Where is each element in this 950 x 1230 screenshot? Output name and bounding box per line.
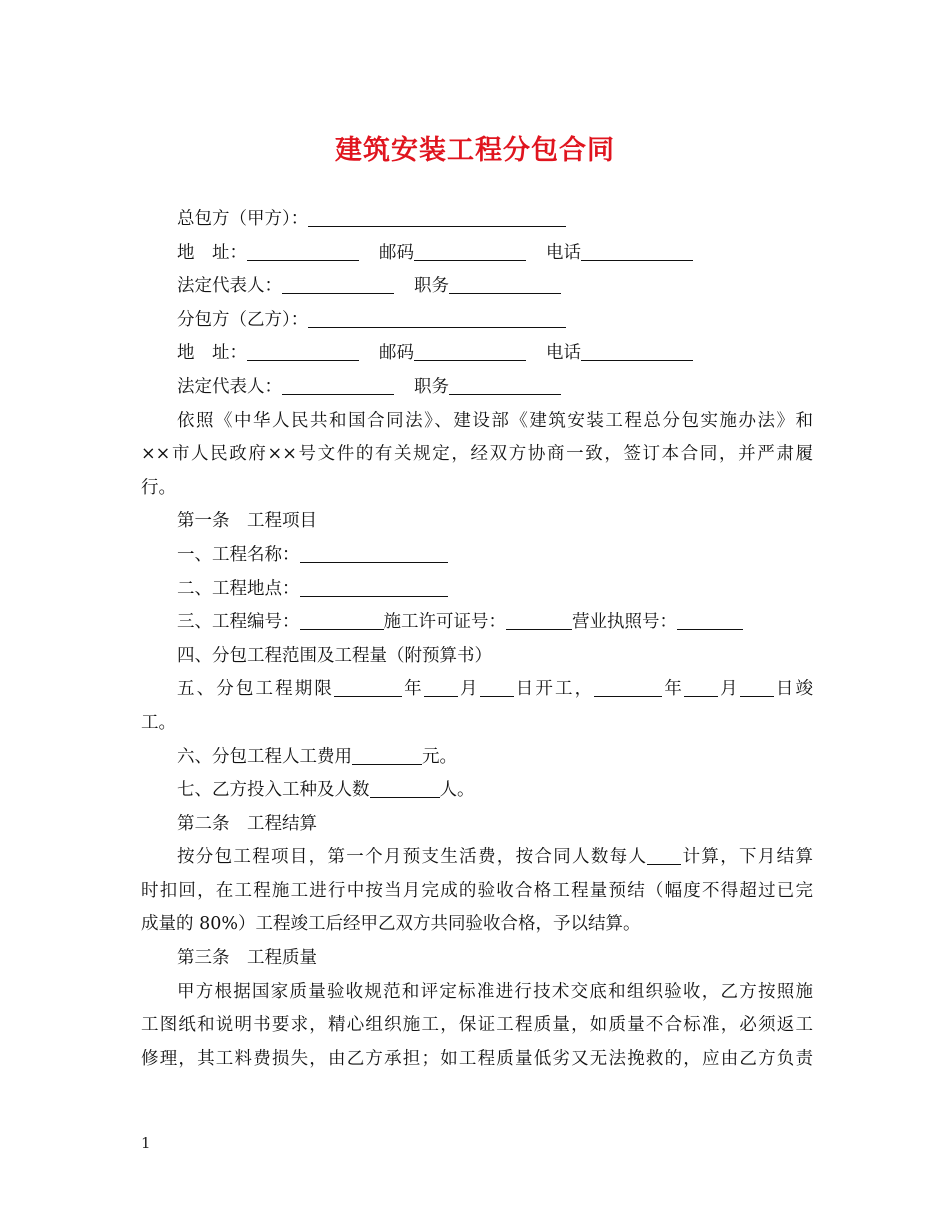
start-month-label: 月 [457, 679, 480, 700]
article-2-line-1-a: 按分包工程项目，第一个月预支生活费，按合同人数每人 [177, 847, 648, 868]
permit-number-blank [506, 609, 572, 630]
labor-cost-blank [352, 744, 422, 765]
article-1-item-5-cont: 工。 [141, 712, 176, 733]
party-b-address-line [141, 337, 813, 371]
document-body [141, 203, 813, 1076]
party-b-address-blank [247, 340, 359, 361]
document-title: 建筑安装工程分包合同 [335, 135, 615, 166]
party-a-name-label: 总包方（甲方）： [177, 209, 309, 229]
party-a-postcode-label: 邮码 [379, 242, 414, 263]
item-5-label: 五、分包工程期限 [177, 679, 335, 700]
article-1-item-1 [141, 539, 813, 573]
party-a-phone-blank [581, 240, 693, 261]
party-a-address-blank [247, 240, 359, 261]
end-year-label: 年 [662, 679, 684, 700]
preamble-line-2: ××市人民政府××号文件的有关规定，经双方协商一致，签订本合同，并严肃履 [141, 444, 813, 465]
project-name-blank [300, 542, 448, 563]
start-day-blank [480, 676, 514, 697]
end-month-label: 月 [718, 679, 740, 700]
party-a-rep-blank [282, 273, 394, 294]
item-2-label: 二、工程地点： [177, 578, 300, 599]
license-number-blank [677, 609, 743, 630]
permit-label: 施工许可证号： [383, 612, 506, 633]
page-number: 1 [141, 1134, 151, 1152]
party-b-rep-line [141, 371, 813, 405]
party-b-rep-blank [282, 374, 394, 395]
item-7-unit: 人。 [439, 780, 475, 801]
article-3-line-1: 甲方根据国家质量验收规范和评定标准进行技术交底和组织验收，乙方按照施 [177, 981, 813, 1002]
end-month-blank [684, 676, 718, 697]
end-year-blank [594, 676, 662, 697]
party-a-postcode-blank [414, 240, 526, 261]
article-3-line-3: 修理，其工料费损失，由乙方承担；如工程质量低劣又无法挽救的，应由乙方负责 [141, 1048, 813, 1069]
article-2-line-2: 时扣回，在工程施工进行中按当月完成的验收合格工程量预结（幅度不得超过已完 [141, 880, 813, 901]
end-label: 日竣 [773, 679, 813, 700]
article-2-line-1-b: 计算，下月结算 [681, 847, 813, 868]
article-1-item-5 [141, 673, 813, 707]
party-a-name-line [141, 203, 813, 237]
party-a-rep-line [141, 270, 813, 304]
party-b-rep-label: 法定代表人： [177, 376, 282, 397]
article-1-item-3 [141, 606, 813, 640]
party-a-phone-label: 电话 [546, 242, 581, 263]
party-b-name-blank [308, 307, 566, 328]
start-year-blank [334, 676, 402, 697]
license-label: 营业执照号： [572, 612, 677, 633]
item-6-unit: 元。 [422, 746, 457, 767]
article-1-heading: 第一条 工程项目 [177, 511, 317, 532]
preamble-line-1: 依照《中华人民共和国合同法》、建设部《建筑安装工程总分包实施办法》和 [177, 410, 813, 431]
party-b-position-label: 职务 [414, 376, 449, 397]
item-6-label: 六、分包工程人工费用 [177, 746, 352, 767]
article-1-item-6 [141, 741, 813, 775]
item-1-label: 一、工程名称： [177, 544, 300, 565]
article-2-heading: 第二条 工程结算 [177, 813, 317, 834]
worker-count-blank [370, 777, 440, 798]
preamble-line-3: 行。 [141, 477, 176, 498]
end-day-blank [740, 676, 774, 697]
party-a-position-label: 职务 [414, 276, 449, 297]
party-b-address-label: 地 址： [177, 343, 247, 364]
party-b-postcode-blank [414, 340, 526, 361]
party-a-rep-label: 法定代表人： [177, 276, 282, 297]
party-a-name-blank [308, 206, 566, 227]
item-3-label: 三、工程编号： [177, 612, 300, 633]
party-b-postcode-label: 邮码 [379, 343, 414, 364]
project-location-blank [300, 576, 448, 597]
party-a-address-line [141, 237, 813, 271]
party-b-name-line [141, 304, 813, 338]
start-month-blank [424, 676, 458, 697]
article-1-item-4: 四、分包工程范围及工程量（附预算书） [177, 645, 492, 666]
party-b-phone-label: 电话 [546, 343, 581, 364]
party-a-position-blank [449, 273, 561, 294]
article-3-heading: 第三条 工程质量 [177, 948, 317, 969]
start-label: 日开工， [513, 679, 595, 700]
article-1-item-7 [141, 774, 813, 808]
article-1-item-2 [141, 573, 813, 607]
party-b-position-blank [449, 374, 561, 395]
party-b-phone-blank [581, 340, 693, 361]
per-person-blank [647, 844, 681, 865]
party-a-address-label: 地 址： [177, 242, 247, 263]
article-2-line-1 [141, 841, 813, 875]
project-number-blank [300, 609, 384, 630]
party-b-name-label: 分包方（乙方）： [177, 309, 309, 330]
item-7-label: 七、乙方投入工种及人数 [177, 780, 370, 801]
start-year-label: 年 [402, 679, 424, 700]
article-3-line-2: 工图纸和说明书要求，精心组织施工，保证工程质量，如质量不合标准，必须返工 [141, 1015, 813, 1036]
article-2-line-3: 成量的 80%）工程竣工后经甲乙双方共同验收合格，予以结算。 [141, 914, 641, 935]
